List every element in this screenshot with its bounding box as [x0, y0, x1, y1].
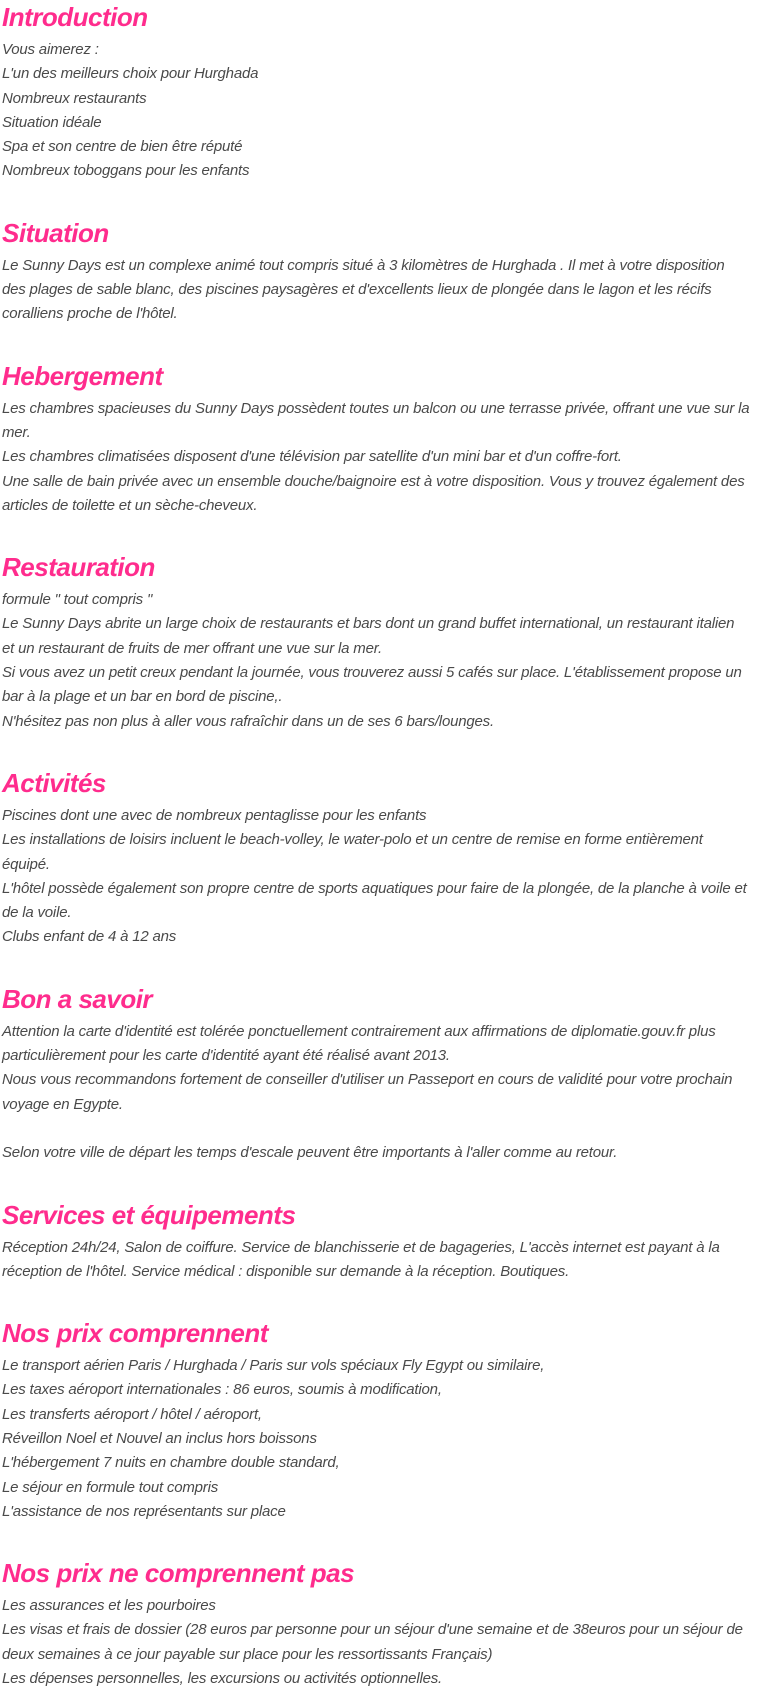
heading-services-et-equipements: Services et équipements	[2, 1199, 296, 1230]
text-line: L'hébergement 7 nuits en chambre double standard,	[2, 1454, 340, 1472]
text-line: Réception 24h/24, Salon de coiffure. Service de blanchisserie et de bagageries, L'accès internet est payant à la réception de l'hôtel. Service médical : disponible sur demande à la réception. Boutiques.	[2, 1238, 720, 1280]
text-line: Les installations de loisirs incluent le beach-volley, le water-polo et un centre de remise en forme entièrement équipé.	[2, 831, 703, 873]
text-line: Le Sunny Days est un complexe animé tout compris situé à 3 kilomètres de Hurghada . Il met à votre disposition des plages de sable blanc, des piscines paysagères et d'excellents lieux de plongée dans le lagon et les récifs coralliens proche de l'hôtel.	[2, 256, 725, 323]
text-line: Le Sunny Days abrite un large choix de restaurants et bars dont un grand buffet international, un restaurant italien et un restaurant de fruits de mer offrant une vue sur la mer.	[2, 615, 735, 657]
text-line: N'hésitez pas non plus à aller vous rafraîchir dans un de ses 6 bars/lounges.	[2, 712, 494, 730]
section-hebergement	[2, 361, 750, 518]
heading-hebergement: Hebergement	[2, 360, 163, 391]
section-situation	[2, 218, 750, 327]
text-line: Nombreux toboggans pour les enfants	[2, 162, 250, 180]
section-activites	[2, 768, 750, 950]
heading-situation: Situation	[2, 217, 109, 248]
text-line: Le transport aérien Paris / Hurghada / Paris sur vols spéciaux Fly Egypt ou similaire,	[2, 1357, 545, 1375]
text-line: Les taxes aéroport internationales : 86 euros, soumis à modification,	[2, 1381, 442, 1399]
section-bon-a-savoir	[2, 984, 750, 1166]
text-line: Spa et son centre de bien être réputé	[2, 138, 243, 156]
section-nos-prix-ne-comprennent-pas	[2, 1558, 750, 1691]
text-line: Nombreux restaurants	[2, 89, 147, 107]
section-nos-prix-comprennent	[2, 1318, 750, 1524]
text-line: L'un des meilleurs choix pour Hurghada	[2, 65, 259, 83]
heading-nos-prix-comprennent: Nos prix comprennent	[2, 1318, 268, 1349]
text-line: Attention la carte d'identité est tolérée ponctuellement contrairement aux affirmations de diplomatie.gouv.fr plus particulièrement pour les carte d'identité ayant été réalisé avant 2013.	[2, 1022, 716, 1065]
text-line: Selon votre ville de départ les temps d'escale peuvent être importants à l'aller comme au retour.	[2, 1144, 618, 1162]
text-line: formule " tout compris "	[2, 591, 153, 609]
text-line: L'assistance de nos représentants sur place	[2, 1502, 286, 1520]
text-line: Vous aimerez :	[2, 41, 99, 58]
section-services-et-equipements	[2, 1200, 750, 1285]
text-line: Piscines dont une avec de nombreux pentaglisse pour les enfants	[2, 806, 427, 824]
text-line: Le séjour en formule tout compris	[2, 1478, 219, 1496]
heading-activites: Activités	[2, 767, 106, 798]
section-introduction	[2, 2, 750, 184]
text-line: Réveillon Noel et Nouvel an inclus hors boissons	[2, 1429, 317, 1447]
heading-bon-a-savoir: Bon a savoir	[2, 983, 153, 1014]
text-line: Clubs enfant de 4 à 12 ans	[2, 928, 177, 946]
text-line: Les transferts aéroport / hôtel / aéroport,	[2, 1405, 262, 1423]
blank-line	[2, 1117, 750, 1141]
text-line: Nous vous recommandons fortement de conseiller d'utiliser un Passeport en cours de validité pour votre prochain voyage en Egypte.	[2, 1071, 733, 1113]
heading-nos-prix-ne-comprennent-pas: Nos prix ne comprennent pas	[2, 1558, 355, 1589]
text-line: Les chambres spacieuses du Sunny Days possèdent toutes un balcon ou une terrasse privée, offrant une vue sur la mer.	[2, 399, 750, 441]
text-line: L'hôtel possède également son propre centre de sports aquatiques pour faire de la plongée, de la planche à voile et de la voile.	[2, 879, 747, 922]
text-line: Les assurances et les pourboires	[2, 1597, 216, 1615]
text-line: Les chambres climatisées disposent d'une télévision par satellite d'un mini bar et d'un coffre-fort.	[2, 448, 622, 466]
heading-introduction: Introduction	[2, 2, 148, 32]
heading-restauration: Restauration	[2, 552, 155, 583]
text-line: Les visas et frais de dossier (28 euros par personne pour un séjour d'une semaine et de 38euros pour un séjour de deux semaines à ce jour payable sur place pour les ressortissants Français)	[2, 1621, 743, 1663]
section-restauration	[2, 552, 750, 734]
text-line: Une salle de bain privée avec un ensemble douche/baignoire est à votre disposition. Vous y trouvez également des articles de toilette et un sèche-cheveux.	[2, 472, 745, 514]
text-line: Si vous avez un petit creux pendant la journée, vous trouverez aussi 5 cafés sur place. L'établissement propose un bar à la plage et un bar en bord de piscine,.	[2, 664, 742, 706]
text-line: Situation idéale	[2, 113, 102, 131]
text-line: Les dépenses personnelles, les excursions ou activités optionnelles.	[2, 1670, 443, 1688]
